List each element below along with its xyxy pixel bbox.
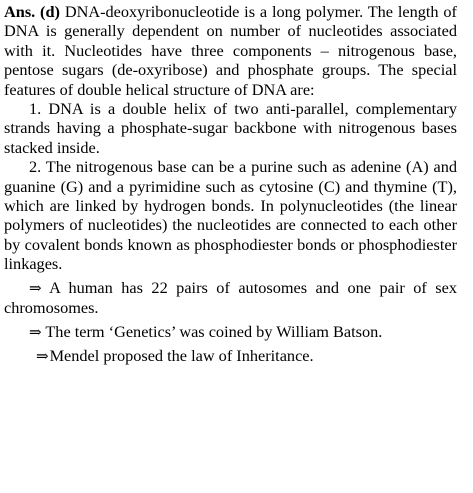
- fact-mendel: [4, 346, 457, 366]
- point-2-paragraph: 2. The nitrogenous base can be a purine such as adenine (A) and guanine (G) and a pyrimidine such as cytosine (C) and thymine (T), which are linked by hydrogen bonds. In polynucleotides (the linear polymers of nucleotides) the nucleotides are connected to each other by covalent bonds known as phosphodiester bonds or phosphodiester linkages.: [4, 157, 457, 274]
- intro-text: DNA-deoxyribonucleotide is a long polymer. The length of DNA is generally dependent on number of nucleotides associated with it. Nucleotides have three components – nitrogenous base, pentose sugars (de-oxyribose) and phosphate groups. The special features of double helical structure of DNA are:: [4, 2, 457, 99]
- intro-paragraph: [4, 2, 457, 99]
- answer-label: Ans. (d): [4, 2, 60, 21]
- implies-arrow-icon: ⇒: [36, 346, 49, 365]
- fact-autosomes: [4, 278, 457, 318]
- fact-text: A human has 22 pairs of autosomes and one pair of sex chromosomes.: [4, 277, 458, 318]
- implies-arrow-icon: ⇒: [29, 322, 42, 341]
- fact-text: The term ‘Genetics’ was coined by William Batson.: [45, 321, 383, 341]
- implies-arrow-icon: ⇒: [29, 278, 42, 297]
- fact-text: Mendel proposed the law of Inheritance.: [49, 345, 314, 365]
- fact-genetics-term: [4, 322, 457, 342]
- answer-explanation: [4, 2, 457, 366]
- point-1-paragraph: 1. DNA is a double helix of two anti-parallel, complementary strands having a phosphate-sugar backbone with nitrogenous bases stacked inside.: [4, 99, 457, 157]
